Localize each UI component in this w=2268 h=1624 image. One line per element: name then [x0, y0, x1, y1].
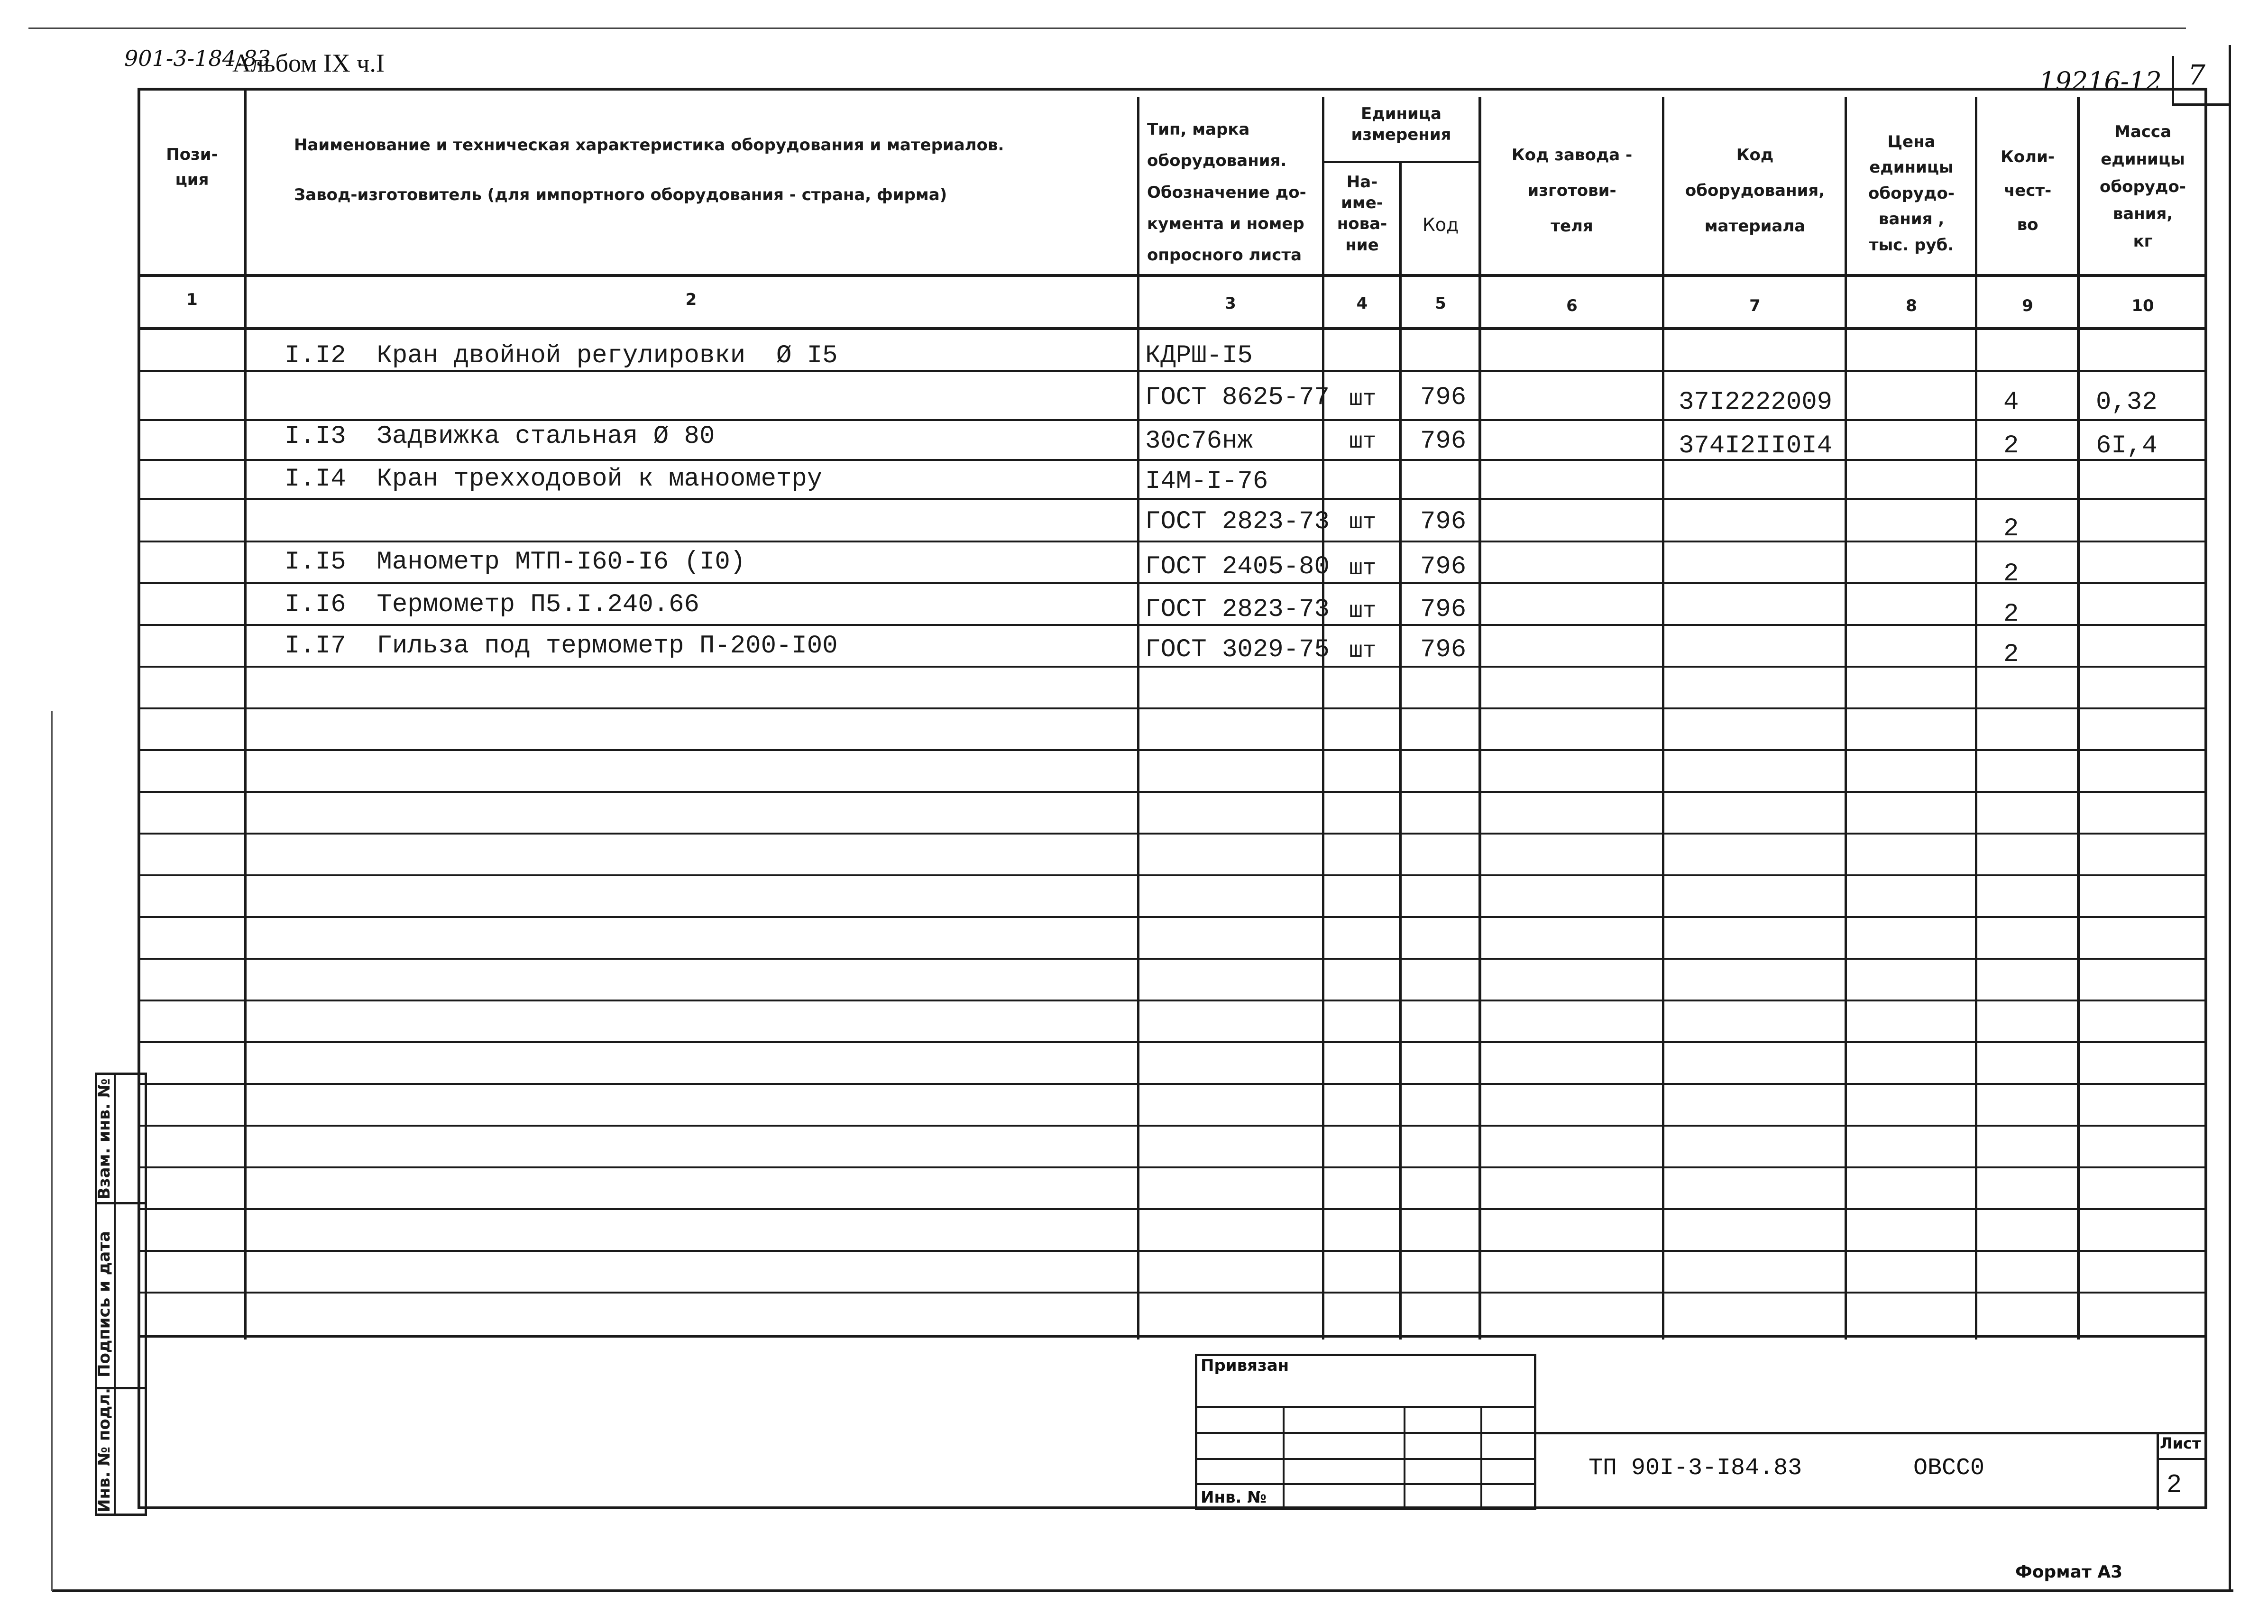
row-2-unit-code: 796: [1420, 383, 1467, 412]
privyazan-rule-4: [1195, 1483, 1536, 1485]
col-header-name: Наименование и техническая характеристика оборудования и материалов. Завод-изготовитель (для импортного оборудования - страна, фирма): [294, 136, 1004, 205]
col-num-9: 9: [2022, 296, 2033, 315]
row-3-name: I.I3 Задвижка стальная Ø 80: [285, 422, 715, 451]
row-5-unit-code: 796: [1420, 507, 1467, 536]
col-header-unit-name: На- име- нова- ние: [1337, 173, 1387, 255]
privyazan-rule-1: [1195, 1406, 1536, 1408]
col-num-6: 6: [1566, 296, 1578, 315]
privyazan-vsep-1: [1283, 1406, 1285, 1510]
privyazan-label: Привязан: [1201, 1356, 1289, 1375]
side-stamp-vzam-inv: Взам. инв. №: [95, 1078, 114, 1200]
row-3-type: 30с76нж: [1145, 427, 1253, 456]
top-rule: [28, 28, 2186, 29]
row-3-mass: 6I,4: [2096, 431, 2158, 460]
side-stamp-inv-podl: Инв. № подл.: [95, 1387, 114, 1513]
col-num-10: 10: [2131, 296, 2154, 315]
privyazan-rule-3: [1195, 1458, 1536, 1460]
header-bottom-rule: [138, 274, 2207, 277]
row-5-type: ГОСТ 2823-73: [1145, 507, 1330, 536]
row-8-unit: шт: [1349, 638, 1377, 664]
row-3-unit: шт: [1349, 429, 1377, 455]
inv-no-label: Инв. №: [1201, 1488, 1267, 1507]
col-num-1: 1: [186, 290, 198, 309]
row-7-unit: шт: [1349, 598, 1377, 624]
col-sep-1: [244, 88, 247, 1340]
row-2-equip-code: 37I2222009: [1679, 388, 1833, 417]
col-num-2: 2: [685, 290, 697, 309]
sheet-code-handwritten: 19216-12: [2039, 66, 2162, 96]
sheet-label: Лист: [2160, 1434, 2201, 1452]
row-8-unit-code: 796: [1420, 635, 1467, 664]
row-3-equip-code: 374I2II0I4: [1679, 431, 1833, 460]
number-row-rule: [138, 327, 2207, 330]
col-num-8: 8: [1906, 296, 1917, 315]
row-7-qty: 2: [2003, 600, 2019, 629]
row-2-mass: 0,32: [2096, 388, 2158, 417]
row-1-type: КДРШ-I5: [1145, 341, 1253, 370]
col-num-3: 3: [1225, 294, 1236, 313]
outer-frame-right: [2229, 45, 2231, 1592]
col-num-7: 7: [1749, 296, 1761, 315]
section-code: ОВСС0: [1913, 1455, 1985, 1482]
page-number: 7: [2188, 59, 2205, 91]
format-label: Формат А3: [2015, 1562, 2123, 1582]
row-6-qty: 2: [2003, 560, 2019, 588]
privyazan-vsep-2: [1404, 1406, 1405, 1510]
col-sep-2: [1137, 97, 1139, 1340]
privyazan-vsep-3: [1480, 1406, 1482, 1510]
doc-ref-handwritten: 901-3-184.83: [124, 46, 271, 71]
row-2-unit: шт: [1349, 386, 1377, 412]
col-sep-9: [2077, 97, 2080, 1340]
row-1-name: I.I2 Кран двойной регулировки Ø I5: [285, 341, 838, 370]
col-header-equip-code: Код оборудования, материала: [1685, 146, 1825, 236]
col-sep-8: [1975, 97, 1977, 1340]
row-3-qty: 2: [2003, 431, 2019, 460]
row-4-type: I4М-I-76: [1145, 467, 1268, 496]
col-header-price: Цена единицы оборудо- вания , тыс. руб.: [1868, 132, 1955, 255]
row-6-unit: шт: [1349, 556, 1377, 581]
sheet-number: 2: [2167, 1469, 2182, 1498]
col-sep-7: [1845, 97, 1847, 1340]
row-6-unit-code: 796: [1420, 552, 1467, 581]
col-sep-5: [1478, 97, 1481, 1340]
col-header-mass: Масса единицы оборудо- вания, кг: [2100, 122, 2186, 251]
side-stamp-rule-1: [95, 1202, 147, 1204]
col-sep-6: [1662, 97, 1664, 1340]
outer-frame-left: [51, 711, 53, 1591]
row-8-qty: 2: [2003, 640, 2019, 669]
col-header-type: Тип, марка оборудования. Обозначение до- кумента и номер опросного листа: [1147, 120, 1306, 265]
row-2-type: ГОСТ 8625-77: [1145, 383, 1330, 412]
row-6-type: ГОСТ 2405-80: [1145, 552, 1330, 581]
row-8-type: ГОСТ 3029-75: [1145, 635, 1330, 664]
row-7-unit-code: 796: [1420, 595, 1467, 624]
side-stamp-signature-date: Подпись и дата: [95, 1231, 114, 1377]
row-5-qty: 2: [2003, 514, 2019, 543]
row-6-name: I.I5 Манометр МТП-I60-I6 (I0): [285, 548, 746, 577]
col-header-plant-code: Код завода - изготови- теля: [1511, 146, 1633, 236]
row-2-qty: 4: [2003, 388, 2019, 417]
col-header-unit-group: Единица измерения: [1351, 104, 1451, 145]
row-8-name: I.I7 Гильза под термометр П-200-I00: [285, 632, 838, 661]
sheet-box-rule: [2157, 1458, 2207, 1460]
col-header-qty: Коли- чест- во: [2001, 147, 2055, 234]
row-7-name: I.I6 Термометр П5.I.240.66: [285, 590, 699, 619]
row-3-unit-code: 796: [1420, 427, 1467, 456]
col-header-position: Пози- ция: [166, 145, 218, 189]
row-7-type: ГОСТ 2823-73: [1145, 595, 1330, 624]
outer-frame: [52, 1589, 2233, 1592]
col-sep-3: [1322, 97, 1324, 1340]
doc-code: ТП 90I-3-I84.83: [1589, 1455, 1802, 1482]
album-label: Альбом IX ч.I: [232, 49, 385, 77]
col-header-unit-code: Код: [1422, 214, 1459, 235]
col-num-5: 5: [1435, 294, 1446, 313]
row-5-unit: шт: [1349, 510, 1377, 535]
col-num-4: 4: [1356, 294, 1368, 313]
row-4-name: I.I4 Кран трехходовой к маноометру: [285, 465, 823, 494]
privyazan-rule-2: [1195, 1432, 1536, 1434]
side-stamp-divider: [114, 1073, 116, 1516]
